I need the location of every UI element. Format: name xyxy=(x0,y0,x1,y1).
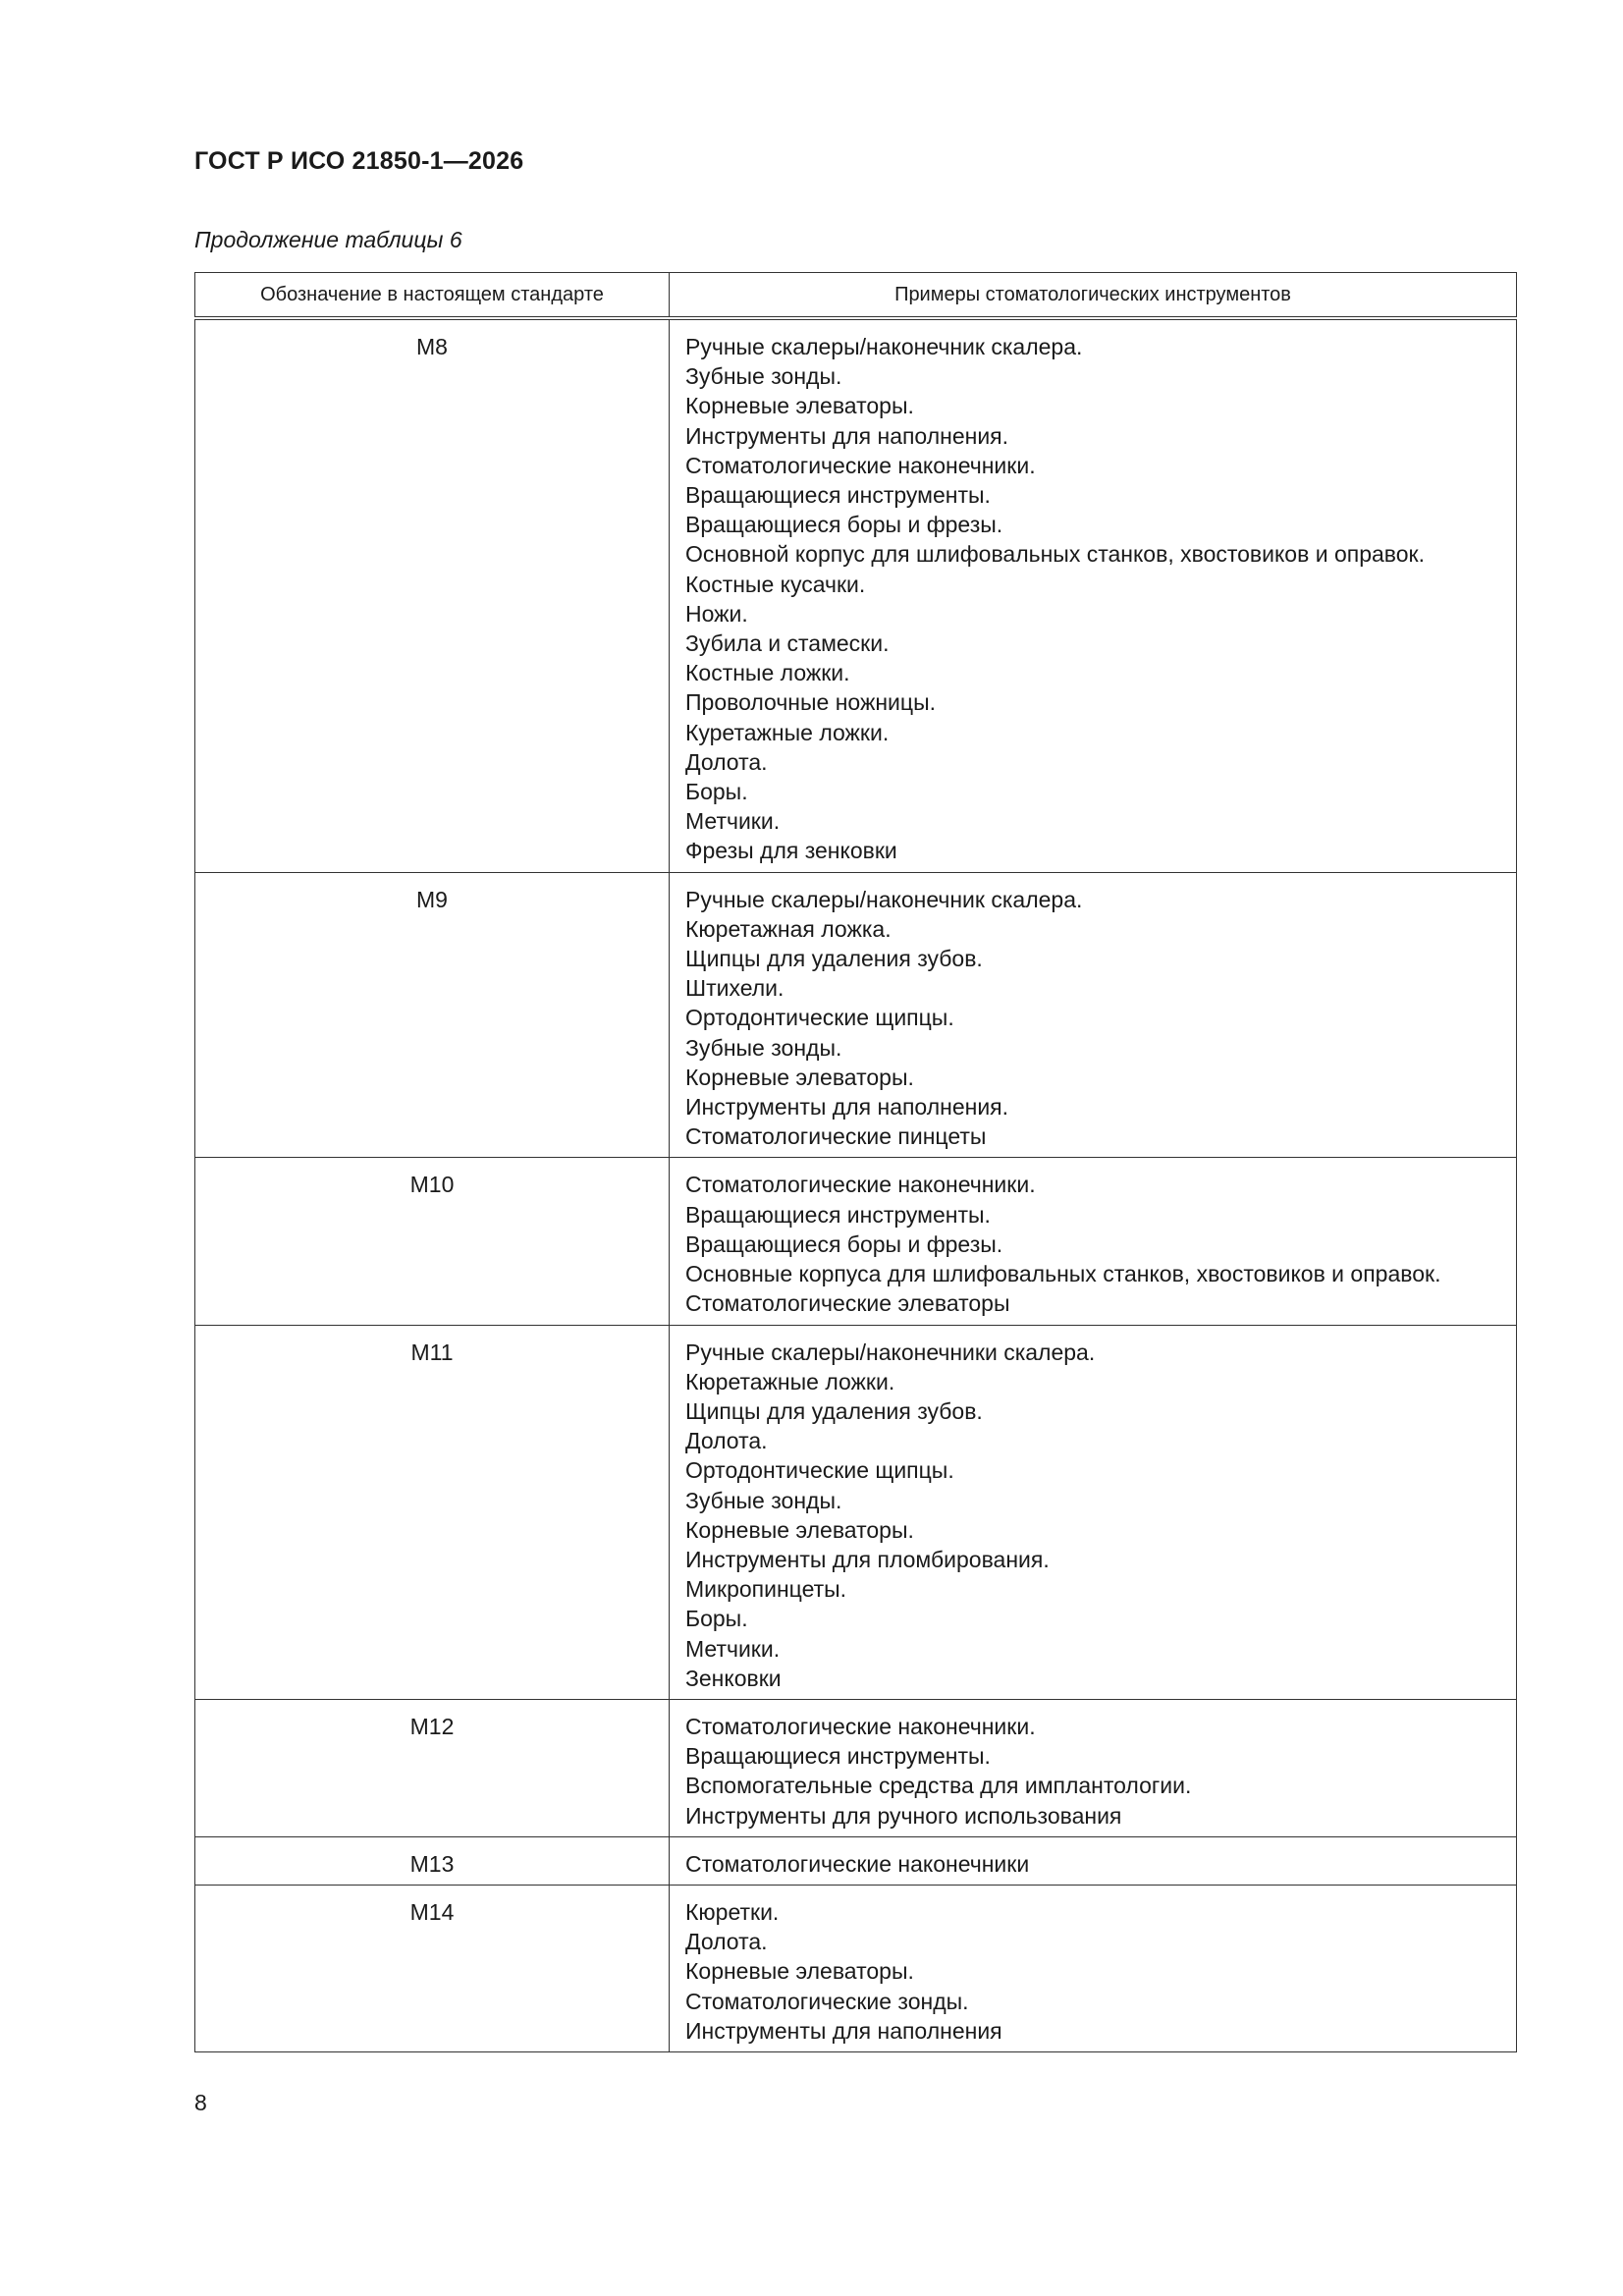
instrument-list-item: Инструменты для наполнения. xyxy=(685,1094,1009,1121)
instrument-list-item: Стоматологические наконечники. xyxy=(685,1713,1036,1739)
instrument-list-item: Зубила и стамески. xyxy=(685,630,890,657)
examples-cell xyxy=(670,1158,1517,1325)
instrument-list-item: Вспомогательные средства для имплантологии. xyxy=(685,1773,1192,1799)
designation-cell: M10 xyxy=(195,1158,670,1325)
table-row xyxy=(195,1325,1517,1699)
document-header: ГОСТ Р ИСО 21850-1—2026 xyxy=(194,147,524,175)
instrument-list-item: Штихели. xyxy=(685,975,784,1002)
instrument-list-item: Костные ложки. xyxy=(685,660,850,686)
instrument-list-item: Куретажные ложки. xyxy=(685,719,890,745)
instrument-list-item: Ручные скалеры/наконечники скалера. xyxy=(685,1339,1096,1365)
instrument-list-item: Щипцы для удаления зубов. xyxy=(685,946,983,972)
instrument-list-item: Боры. xyxy=(685,1606,748,1632)
designation-cell: M8 xyxy=(195,318,670,872)
instrument-list-item: Инструменты для пломбирования. xyxy=(685,1546,1050,1572)
instrument-list-item: Стоматологические наконечники xyxy=(685,1850,1030,1877)
instrument-list-item: Стоматологические элеваторы xyxy=(685,1290,1010,1317)
designation-cell: M14 xyxy=(195,1885,670,2051)
instrument-list-item: Вращающиеся боры и фрезы. xyxy=(685,512,1003,538)
instrument-list-item: Метчики. xyxy=(685,808,781,835)
instrument-list-item: Стоматологические наконечники. xyxy=(685,452,1036,478)
instrument-list-item: Щипцы для удаления зубов. xyxy=(685,1397,983,1424)
table-row xyxy=(195,1699,1517,1836)
designation-cell: M13 xyxy=(195,1836,670,1885)
instrument-list-item: Долота. xyxy=(685,1428,768,1454)
instrument-list-item: Ручные скалеры/наконечник скалера. xyxy=(685,334,1083,359)
column-header-designation: Обозначение в настоящем стандарте xyxy=(195,273,670,319)
instrument-list-item: Кюретки. xyxy=(685,1898,780,1925)
instrument-list-item: Микропинцеты. xyxy=(685,1576,847,1603)
instrument-list-item: Боры. xyxy=(685,779,748,805)
instrument-list-item: Проволочные ножницы. xyxy=(685,689,936,716)
instrument-list-item: Ортодонтические щипцы. xyxy=(685,1005,954,1031)
instruments-table xyxy=(194,272,1517,2052)
instrument-list-item: Зубные зонды. xyxy=(685,1034,842,1061)
instrument-list-item: Инструменты для наполнения xyxy=(685,2017,1002,2044)
instrument-list-item: Метчики. xyxy=(685,1635,781,1662)
table-row xyxy=(195,1158,1517,1325)
instrument-list-item: Инструменты для ручного использования xyxy=(685,1802,1122,1829)
examples-cell xyxy=(670,1836,1517,1885)
instrument-list-item: Основной корпус для шлифовальных станков, хвостовиков и оправок. xyxy=(685,541,1425,568)
examples-cell xyxy=(670,1885,1517,2051)
instrument-list-item: Вращающиеся боры и фрезы. xyxy=(685,1230,1003,1257)
table-row xyxy=(195,1885,1517,2051)
examples-cell xyxy=(670,872,1517,1158)
instrument-list-item: Ортодонтические щипцы. xyxy=(685,1457,954,1484)
instrument-list-item: Корневые элеваторы. xyxy=(685,1958,914,1985)
table-caption: Продолжение таблицы 6 xyxy=(194,227,462,252)
instrument-list-item: Костные кусачки. xyxy=(685,571,866,597)
examples-cell xyxy=(670,1325,1517,1699)
designation-cell: M9 xyxy=(195,872,670,1158)
instrument-list-item: Кюретажная ложка. xyxy=(685,915,892,942)
instrument-list-item: Основные корпуса для шлифовальных станков, хвостовиков и оправок. xyxy=(685,1261,1441,1287)
instrument-list-item: Ножи. xyxy=(685,600,748,627)
instrument-list-item: Стоматологические пинцеты xyxy=(685,1123,987,1150)
table-header xyxy=(195,273,1517,319)
instrument-list-item: Фрезы для зенковки xyxy=(685,838,897,864)
instrument-list-item: Стоматологические наконечники. xyxy=(685,1172,1036,1198)
instrument-list-item: Корневые элеваторы. xyxy=(685,1516,914,1543)
instrument-list-item: Зенковки xyxy=(685,1665,782,1691)
table-body xyxy=(195,318,1517,2051)
table-row xyxy=(195,872,1517,1158)
instrument-list-item: Корневые элеваторы. xyxy=(685,1064,914,1090)
instrument-list-item: Зубные зонды. xyxy=(685,363,842,390)
examples-cell xyxy=(670,318,1517,872)
instrument-list-item: Зубные зонды. xyxy=(685,1487,842,1513)
instrument-list-item: Кюретажные ложки. xyxy=(685,1368,895,1394)
page-number: 8 xyxy=(194,2090,207,2115)
instrument-list-item: Стоматологические зонды. xyxy=(685,1988,969,2014)
instrument-list-item: Инструменты для наполнения. xyxy=(685,422,1009,449)
designation-cell: M11 xyxy=(195,1325,670,1699)
table-row xyxy=(195,1836,1517,1885)
table-header-row xyxy=(195,273,1517,319)
instrument-list-item: Долота. xyxy=(685,748,768,775)
instrument-list-item: Вращающиеся инструменты. xyxy=(685,482,991,509)
table-row xyxy=(195,318,1517,872)
instrument-list-item: Корневые элеваторы. xyxy=(685,393,914,419)
designation-cell: M12 xyxy=(195,1699,670,1836)
examples-cell xyxy=(670,1699,1517,1836)
instrument-list-item: Вращающиеся инструменты. xyxy=(685,1201,991,1228)
instrument-list-item: Вращающиеся инструменты. xyxy=(685,1743,991,1770)
instrument-list-item: Ручные скалеры/наконечник скалера. xyxy=(685,886,1083,912)
column-header-examples: Примеры стоматологических инструментов xyxy=(670,273,1517,319)
instrument-list-item: Долота. xyxy=(685,1929,768,1955)
